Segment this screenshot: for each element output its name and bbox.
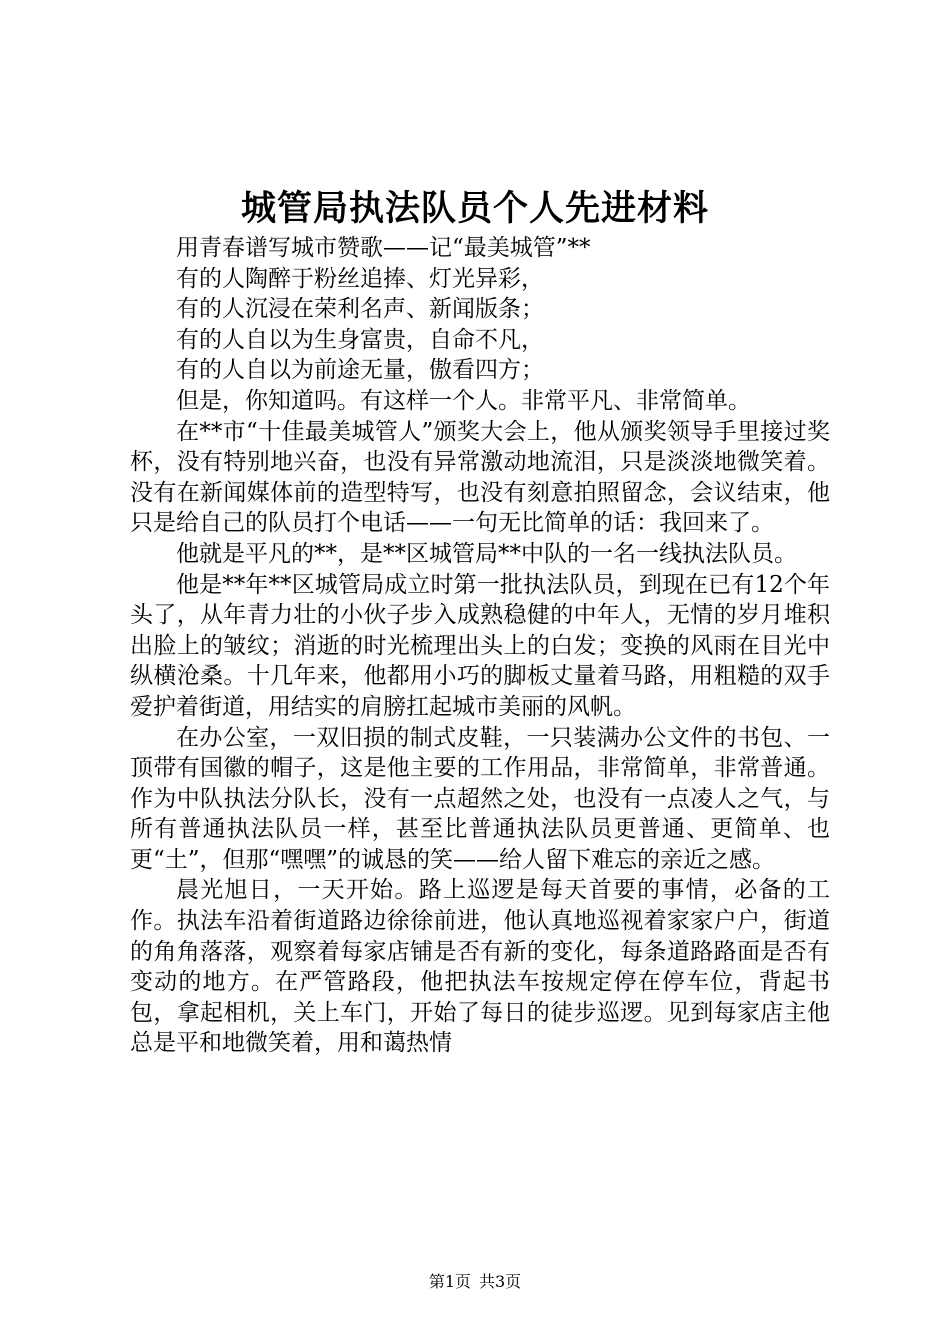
poem-line: 有的人自以为前途无量，傲看四方；	[176, 357, 544, 384]
poem-line: 有的人陶醉于粉丝追捧、灯光异彩，	[176, 265, 544, 292]
body-paragraph: 但是，你知道吗。有这样一个人。非常平凡、非常简单。	[176, 387, 751, 414]
body-paragraph: 他是**年**区城管局成立时第一批执法队员，到现在已有12个年头了，从年青力壮的小伙子步入成熟稳健的中年人，无情的岁月堆积出脸上的皱纹；消逝的时光梳理出头上的白发；变换的风雨在目光中纵横沧桑。十几年来，他都用小巧的脚板丈量着马路，用粗糙的双手爱护着街道，用结实的肩膀扛起城市美丽的风帆。	[130, 571, 830, 720]
page-footer	[0, 1272, 950, 1292]
document-body	[130, 233, 830, 1059]
page-total: 共3页	[479, 1272, 522, 1291]
body-paragraph: 在**市“十佳最美城管人”颁奖大会上，他从颁奖领导手里接过奖杯，没有特别地兴奋，也没有异常激动地流泪，只是淡淡地微笑着。没有在新闻媒体前的造型特写，也没有刻意拍照留念，会议结束，他只是给自己的队员打个电话——一句无比简单的话：我回来了。	[130, 418, 830, 537]
body-paragraph: 在办公室，一双旧损的制式皮鞋，一只装满办公文件的书包、一顶带有国徽的帽子，这是他主要的工作用品，非常简单，非常普通。作为中队执法分队长，没有一点超然之处，也没有一点凌人之气，与所有普通执法队员一样，甚至比普通执法队员更普通、更简单、也更“土”，但那“嘿嘿”的诚恳的笑——给人留下难忘的亲近之感。	[130, 724, 830, 873]
page-number: 第1页	[428, 1272, 471, 1291]
poem-line: 有的人沉浸在荣利名声、新闻版条；	[176, 296, 544, 323]
poem-line: 有的人自以为生身富贵，自命不凡，	[176, 326, 544, 353]
subtitle-paragraph: 用青春谱写城市赞歌——记“最美城管”**	[176, 235, 591, 261]
body-paragraph: 他就是平凡的**，是**区城管局**中队的一名一线执法队员。	[176, 540, 797, 567]
body-paragraph: 晨光旭日，一天开始。路上巡逻是每天首要的事情，必备的工作。执法车沿着街道路边徐徐前进，他认真地巡视着家家户户，街道的角角落落，观察着每家店铺是否有新的变化，每条道路路面是否有变动的地方。在严管路段，他把执法车按规定停在停车位，背起书包，拿起相机，关上车门，开始了每日的徒步巡逻。见到每家店主他总是平和地微笑着，用和蔼热情	[130, 877, 830, 1057]
document-title: 城管局执法队员个人先进材料	[240, 188, 709, 229]
